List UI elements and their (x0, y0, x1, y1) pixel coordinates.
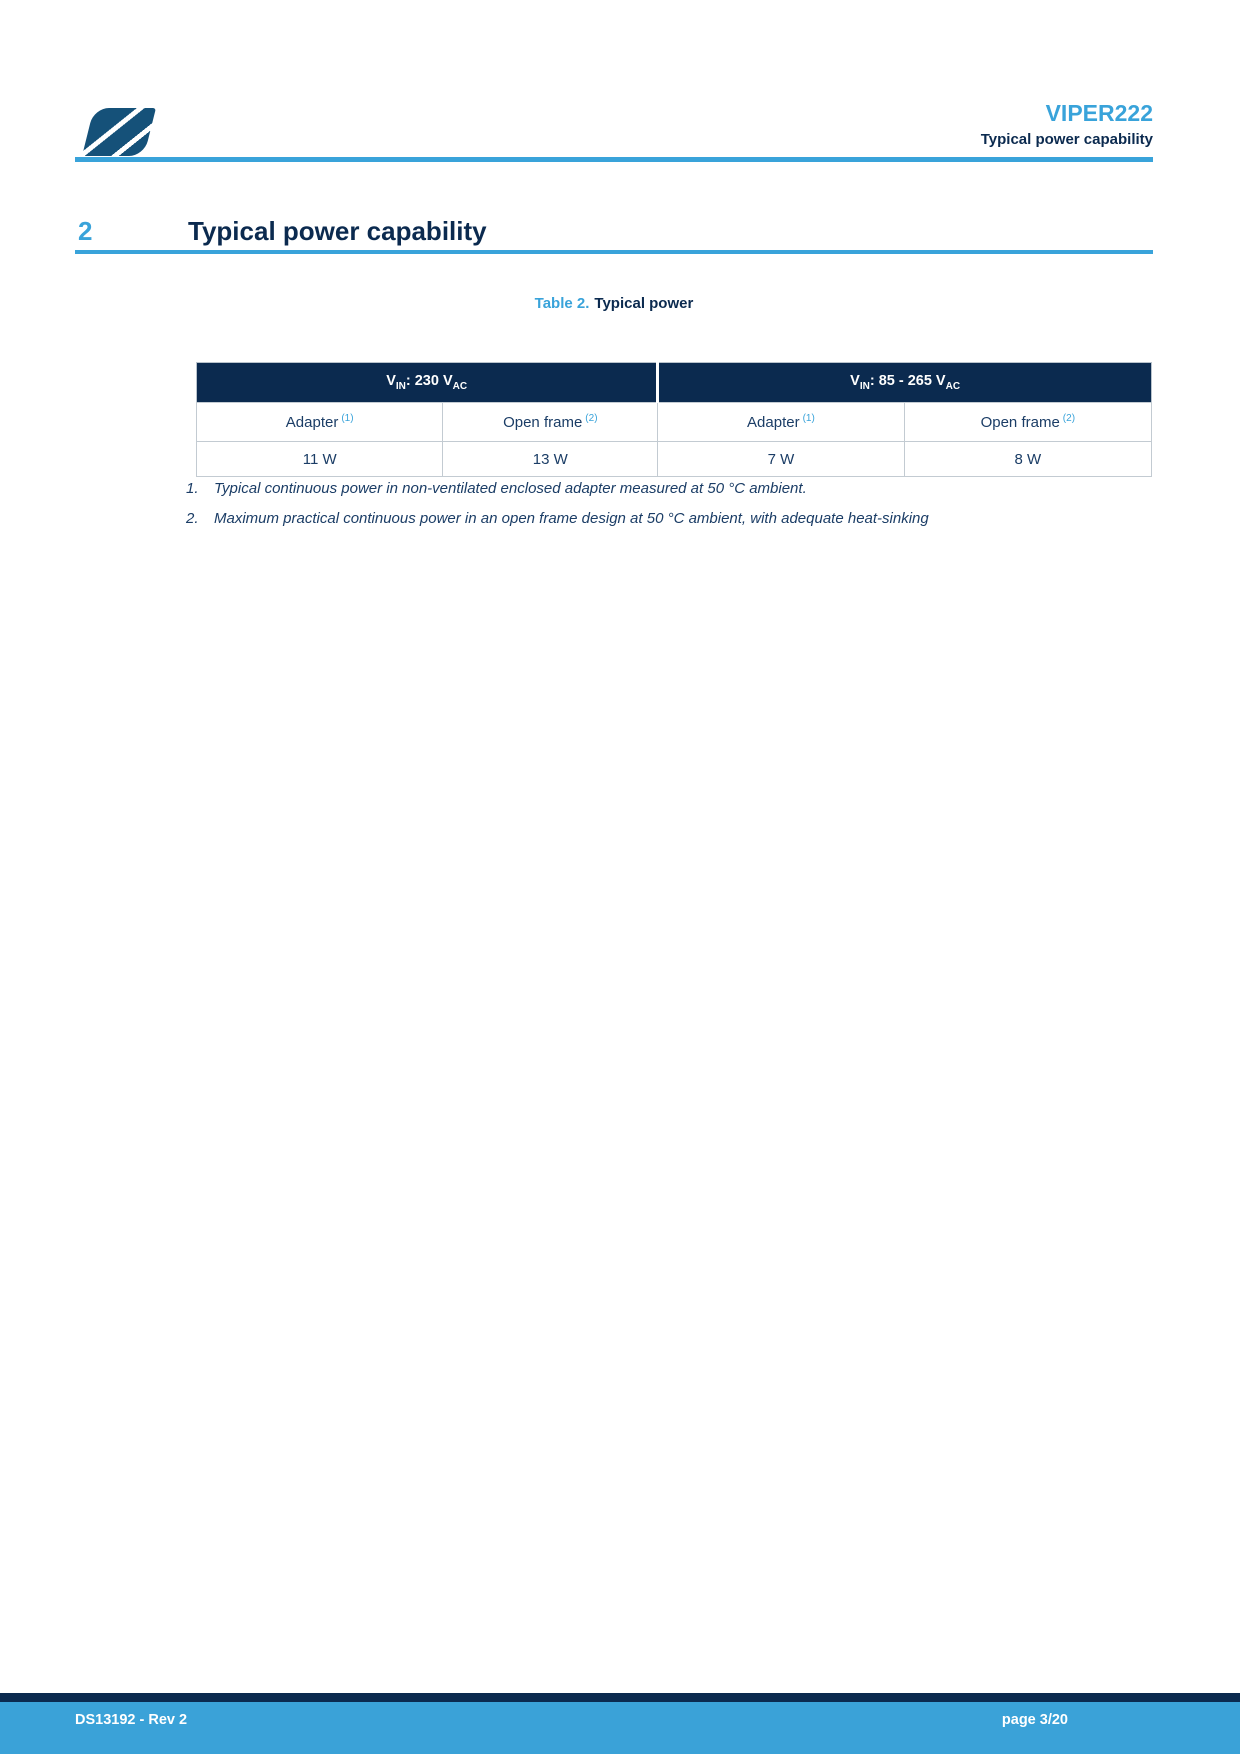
vin-subscript: IN (859, 380, 870, 392)
doc-ref: DS13192 - Rev 2 (75, 1712, 188, 1728)
footnote-ref-link[interactable]: (1) (341, 413, 354, 424)
power-table (196, 362, 1152, 477)
footnote-ref-link[interactable]: (2) (585, 413, 598, 424)
col-header-label: Open frame (503, 414, 583, 431)
section-heading (75, 216, 1153, 246)
footnote-ref-link[interactable]: (1) (802, 413, 815, 424)
footnote-number: 1. (186, 480, 199, 497)
vin-symbol: V (850, 373, 860, 390)
footnotes (186, 474, 1153, 534)
table-group-header-row (197, 363, 1152, 403)
group-header-vin-230vac (197, 363, 658, 403)
page-number: page 3/20 (1001, 1712, 1068, 1728)
table-caption (75, 295, 1153, 312)
value-cell-adapter-230: 11 W (197, 442, 443, 477)
footnote-number: 2. (186, 510, 199, 527)
col-header-label: Adapter (285, 414, 339, 431)
vin-symbol: V (386, 373, 396, 390)
doc-title: VIPER222 (1045, 100, 1153, 126)
header (981, 100, 1153, 148)
footnote-2 (186, 504, 1153, 534)
col-header-adapter-230 (197, 403, 443, 442)
vin-value: : 85 - 265 V (869, 373, 946, 390)
group-header-vin-85-265vac (658, 363, 1152, 403)
vin-value: : 230 V (405, 373, 453, 390)
col-header-label: Open frame (980, 414, 1060, 431)
footnote-text: Maximum practical continuous power in an open frame design at 50 °C ambient, with adequate heat-sinking (214, 510, 929, 527)
footer-bar (0, 1702, 1240, 1754)
section-rule (75, 250, 1153, 254)
col-header-openframe-85-265 (904, 403, 1151, 442)
value-cell-openframe-85-265: 8 W (904, 442, 1151, 477)
footnote-1 (186, 474, 1153, 504)
vac-subscript: AC (452, 380, 468, 392)
table-subheader-row (197, 403, 1152, 442)
value-cell-adapter-85-265: 7 W (658, 442, 904, 477)
section-title: Typical power capability (188, 216, 487, 246)
col-header-label: Adapter (747, 414, 800, 431)
col-header-adapter-85-265 (658, 403, 904, 442)
section-number: 2 (78, 216, 93, 246)
vac-subscript: AC (945, 380, 961, 392)
footer-navy-rule (0, 1693, 1240, 1702)
vin-subscript: IN (395, 380, 406, 392)
footnote-text: Typical continuous power in non-ventilated enclosed adapter measured at 50 °C ambient. (214, 480, 807, 497)
st-logo-icon (82, 108, 156, 156)
header-rule (75, 157, 1153, 162)
value-cell-openframe-230: 13 W (443, 442, 658, 477)
power-table-wrap (196, 362, 1152, 477)
table-caption-title: Typical power (594, 295, 694, 312)
col-header-openframe-230 (443, 403, 658, 442)
table-values-row (197, 442, 1152, 477)
doc-subtitle: Typical power capability (980, 131, 1153, 149)
footnote-ref-link[interactable]: (2) (1062, 413, 1076, 424)
table-caption-label: Table 2. (534, 295, 590, 312)
